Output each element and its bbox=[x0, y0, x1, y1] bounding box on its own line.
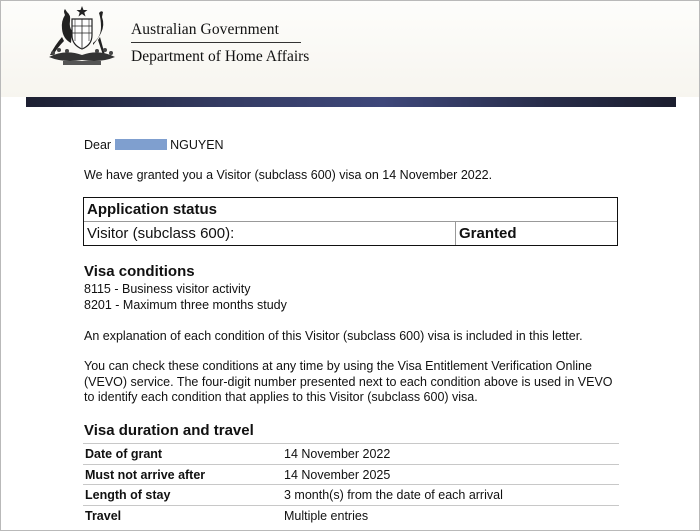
redacted-given-name bbox=[115, 139, 167, 150]
grant-statement: We have granted you a Visitor (subclass 600) visa on 14 November 2022. bbox=[84, 168, 493, 182]
vevo-paragraph: You can check these conditions at any time by using the Visa Entitlement Verification Online (VEVO) service. The four-digit number presented next to each condition above is used in VEVO to identify each condition that applies to this Visitor (subclass 600) visa. bbox=[84, 359, 613, 404]
table-row bbox=[83, 464, 619, 485]
salutation-line bbox=[84, 138, 224, 153]
conditions-list bbox=[84, 282, 287, 313]
row-key: Must not arrive after bbox=[85, 467, 206, 482]
duration-heading: Visa duration and travel bbox=[84, 422, 254, 439]
conditions-heading: Visa conditions bbox=[84, 263, 195, 280]
row-key: Travel bbox=[85, 508, 122, 523]
row-value: 14 November 2025 bbox=[284, 467, 391, 482]
duration-table bbox=[83, 443, 619, 525]
application-status-box bbox=[83, 197, 618, 246]
table-row bbox=[83, 443, 619, 464]
condition-item: 8115 - Business visitor activity bbox=[84, 282, 251, 296]
row-key: Date of grant bbox=[85, 447, 163, 461]
row-key: Length of stay bbox=[85, 488, 171, 502]
letter-header bbox=[1, 1, 699, 97]
surname: NGUYEN bbox=[170, 138, 224, 152]
row-value: Multiple entries bbox=[284, 508, 369, 523]
header-rule bbox=[131, 42, 301, 43]
department-name: Department of Home Affairs bbox=[131, 48, 310, 65]
condition-item: 8201 - Maximum three months study bbox=[84, 297, 287, 312]
status-visa-label: Visitor (subclass 600): bbox=[87, 225, 235, 242]
salutation: Dear bbox=[84, 138, 112, 152]
status-value: Granted bbox=[459, 225, 517, 242]
status-heading: Application status bbox=[87, 201, 218, 218]
table-row bbox=[83, 505, 619, 526]
status-column-divider bbox=[455, 221, 456, 245]
status-divider bbox=[84, 221, 617, 222]
table-row bbox=[83, 484, 619, 505]
commonwealth-coat-of-arms-icon bbox=[41, 5, 123, 67]
row-value: 14 November 2022 bbox=[284, 447, 391, 461]
government-name: Australian Government bbox=[131, 21, 280, 38]
conditions-explanation: An explanation of each condition of this Visitor (subclass 600) visa is included in this letter. bbox=[84, 329, 583, 343]
header-band bbox=[26, 97, 676, 107]
row-value: 3 month(s) from the date of each arrival bbox=[284, 488, 503, 502]
